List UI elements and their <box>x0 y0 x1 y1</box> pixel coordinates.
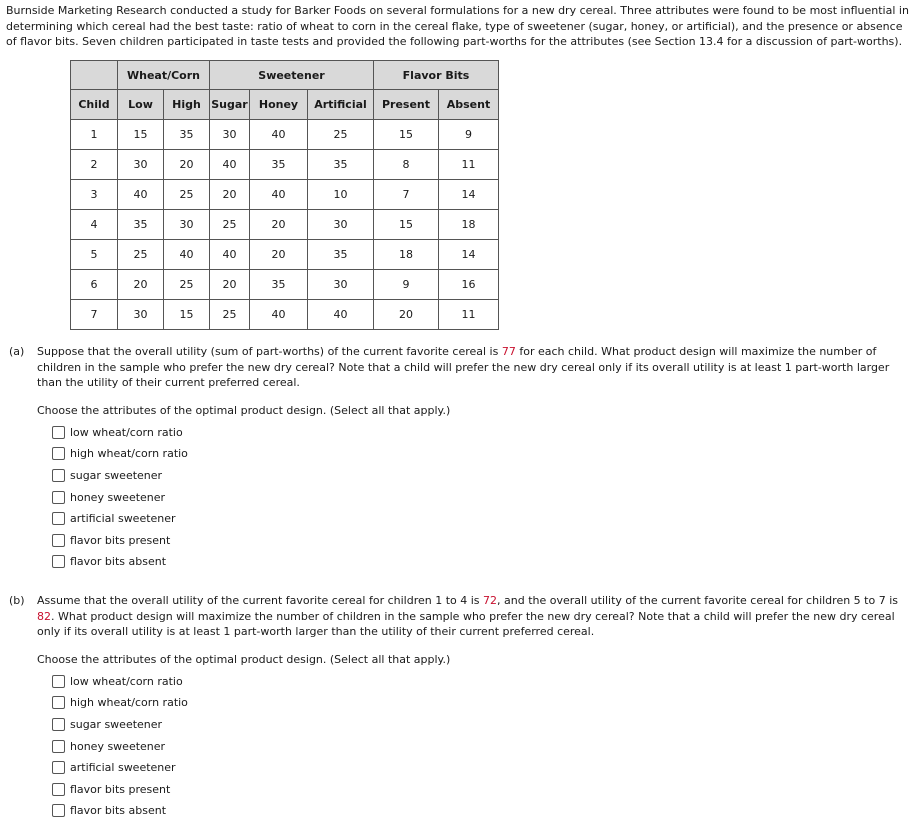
checkbox[interactable] <box>52 512 65 525</box>
part-worths-table <box>70 60 499 330</box>
checkbox[interactable] <box>52 426 65 439</box>
question-a-text-2: for each child. What product design will maximize the number of children in the sample who prefer the new dry cereal? Note that a child will prefer the new dry cereal only if its overall utility is at least 1 part-worth larger than the utility of their current preferred cereal. <box>37 345 890 389</box>
option-label: artificial sweetener <box>70 512 176 526</box>
option-label: high wheat/corn ratio <box>70 696 188 710</box>
header-present: Present <box>374 90 439 120</box>
header-low: Low <box>118 90 164 120</box>
part-worth-cell: 40 <box>118 180 164 210</box>
child-number-cell: 3 <box>71 180 118 210</box>
checkbox[interactable] <box>52 447 65 460</box>
part-a-option[interactable] <box>52 486 904 508</box>
part-worth-cell: 8 <box>374 150 439 180</box>
part-a-option[interactable] <box>52 551 904 573</box>
part-worth-cell: 40 <box>210 150 250 180</box>
problem-intro: Burnside Marketing Research conducted a study for Barker Foods on several formulations for a new dry cereal. Three attributes were found to be most influential in determining which cereal had the best taste: ratio of wheat to corn in the cereal flake, type of sweetener (sugar, honey, or artificial), and the presence or absence of flavor bits. Seven children participated in taste tests and provided the following part-worths for the attributes (see Section 13.4 for a discussion of part-worths). <box>6 4 909 48</box>
question-b-text-1: Assume that the overall utility of the current favorite cereal for children 1 to 4 is <box>37 594 484 607</box>
question-a-utility-value: 77 <box>501 345 516 358</box>
group-header-sweetener: Sweetener <box>210 61 374 90</box>
part-worth-cell: 14 <box>439 240 499 270</box>
child-number-cell: 2 <box>71 150 118 180</box>
table-row <box>71 300 499 330</box>
table-row <box>71 210 499 240</box>
checkbox[interactable] <box>52 469 65 482</box>
part-worth-cell: 30 <box>164 210 210 240</box>
part-worth-cell: 35 <box>308 150 374 180</box>
part-worth-cell: 25 <box>210 210 250 240</box>
checkbox[interactable] <box>52 783 65 796</box>
part-a-option[interactable] <box>52 465 904 487</box>
option-label: honey sweetener <box>70 490 166 504</box>
group-header-empty <box>71 61 118 90</box>
option-label: low wheat/corn ratio <box>70 674 183 688</box>
part-worth-cell: 20 <box>250 210 308 240</box>
question-b-text-2: , and the overall utility of the current favorite cereal for children 5 to 7 is <box>497 594 898 607</box>
part-worth-cell: 40 <box>250 120 308 150</box>
table-group-header-row <box>71 61 499 90</box>
checkbox[interactable] <box>52 491 65 504</box>
child-number-cell: 6 <box>71 270 118 300</box>
checkbox[interactable] <box>52 696 65 709</box>
part-worth-cell: 15 <box>118 120 164 150</box>
part-worth-cell: 16 <box>439 270 499 300</box>
part-worth-cell: 30 <box>308 210 374 240</box>
part-worth-cell: 25 <box>118 240 164 270</box>
part-worth-cell: 25 <box>210 300 250 330</box>
part-worth-cell: 25 <box>164 270 210 300</box>
part-b-option[interactable] <box>52 692 904 714</box>
part-worth-cell: 15 <box>374 120 439 150</box>
part-worth-cell: 15 <box>374 210 439 240</box>
question-b <box>9 593 904 822</box>
group-header-wheat-corn: Wheat/Corn <box>118 61 210 90</box>
checkbox[interactable] <box>52 534 65 547</box>
part-worth-cell: 10 <box>308 180 374 210</box>
question-a-label: (a) <box>9 345 25 358</box>
part-worth-cell: 20 <box>210 180 250 210</box>
group-header-flavor-bits: Flavor Bits <box>374 61 499 90</box>
option-label: honey sweetener <box>70 739 166 753</box>
part-worth-cell: 35 <box>118 210 164 240</box>
child-number-cell: 7 <box>71 300 118 330</box>
part-worth-cell: 35 <box>164 120 210 150</box>
table-row <box>71 270 499 300</box>
question-b-label: (b) <box>9 594 25 607</box>
part-a-option[interactable] <box>52 443 904 465</box>
part-worth-cell: 40 <box>210 240 250 270</box>
checkbox[interactable] <box>52 675 65 688</box>
part-worth-cell: 20 <box>118 270 164 300</box>
part-worth-cell: 9 <box>374 270 439 300</box>
question-a <box>9 344 904 573</box>
header-sugar: Sugar <box>210 90 250 120</box>
question-a-text <box>37 344 904 391</box>
option-label: artificial sweetener <box>70 761 176 775</box>
table-row <box>71 120 499 150</box>
part-worth-cell: 7 <box>374 180 439 210</box>
option-label: low wheat/corn ratio <box>70 425 183 439</box>
question-b-text-3: . What product design will maximize the number of children in the sample who prefer the new dry cereal? Note that a child will prefer the new dry cereal only if its overall utility is at least 1 part-worth larger than the utility of their current preferred cereal. <box>37 609 895 638</box>
table-row <box>71 150 499 180</box>
part-worth-cell: 30 <box>118 150 164 180</box>
option-label: flavor bits present <box>70 782 171 796</box>
question-a-text-1: Suppose that the overall utility (sum of part-worths) of the current favorite cereal is <box>37 345 502 358</box>
table-header-row <box>71 90 499 120</box>
part-b-option[interactable] <box>52 714 904 736</box>
child-number-cell: 4 <box>71 210 118 240</box>
part-worth-cell: 25 <box>308 120 374 150</box>
table-row <box>71 240 499 270</box>
option-label: flavor bits absent <box>70 555 167 569</box>
part-a-option[interactable] <box>52 508 904 530</box>
part-a-option[interactable] <box>52 529 904 551</box>
part-worth-cell: 20 <box>164 150 210 180</box>
part-a-option[interactable] <box>52 422 904 444</box>
part-worth-cell: 9 <box>439 120 499 150</box>
part-worth-cell: 11 <box>439 300 499 330</box>
part-worth-cell: 11 <box>439 150 499 180</box>
header-honey: Honey <box>250 90 308 120</box>
question-b-options <box>52 671 904 822</box>
checkbox[interactable] <box>52 555 65 568</box>
checkbox[interactable] <box>52 761 65 774</box>
part-b-option[interactable] <box>52 735 904 757</box>
header-artificial: Artificial <box>308 90 374 120</box>
part-worth-cell: 18 <box>439 210 499 240</box>
part-b-option[interactable] <box>52 671 904 693</box>
option-label: high wheat/corn ratio <box>70 447 188 461</box>
part-worth-cell: 30 <box>118 300 164 330</box>
table-body <box>71 120 499 330</box>
question-b-instruction: Choose the attributes of the optimal product design. (Select all that apply.) <box>37 652 451 666</box>
checkbox[interactable] <box>52 740 65 753</box>
option-label: flavor bits present <box>70 533 171 547</box>
part-worth-cell: 20 <box>210 270 250 300</box>
checkbox[interactable] <box>52 804 65 817</box>
part-worth-cell: 35 <box>250 150 308 180</box>
question-a-options <box>52 422 904 573</box>
part-worth-cell: 18 <box>374 240 439 270</box>
option-label: sugar sweetener <box>70 717 163 731</box>
child-number-cell: 1 <box>71 120 118 150</box>
part-worth-cell: 40 <box>250 300 308 330</box>
question-b-text <box>37 593 904 640</box>
part-worth-cell: 40 <box>250 180 308 210</box>
part-worth-cell: 35 <box>308 240 374 270</box>
part-worth-cell: 14 <box>439 180 499 210</box>
part-worth-cell: 25 <box>164 180 210 210</box>
question-b-utility-value-1: 72 <box>483 594 498 607</box>
part-worth-cell: 40 <box>164 240 210 270</box>
part-worth-cell: 20 <box>374 300 439 330</box>
part-b-option[interactable] <box>52 778 904 800</box>
option-label: sugar sweetener <box>70 468 163 482</box>
question-b-utility-value-2: 82 <box>37 609 51 623</box>
part-worth-cell: 30 <box>308 270 374 300</box>
header-high: High <box>164 90 210 120</box>
part-worth-cell: 30 <box>210 120 250 150</box>
part-worth-cell: 20 <box>250 240 308 270</box>
header-child: Child <box>71 90 118 120</box>
part-worth-cell: 35 <box>250 270 308 300</box>
question-a-instruction: Choose the attributes of the optimal product design. (Select all that apply.) <box>37 403 451 417</box>
part-worth-cell: 15 <box>164 300 210 330</box>
part-b-option[interactable] <box>52 757 904 779</box>
table-row <box>71 180 499 210</box>
child-number-cell: 5 <box>71 240 118 270</box>
option-label: flavor bits absent <box>70 804 167 818</box>
part-worth-cell: 40 <box>308 300 374 330</box>
header-absent: Absent <box>439 90 499 120</box>
part-b-option[interactable] <box>52 800 904 822</box>
checkbox[interactable] <box>52 718 65 731</box>
